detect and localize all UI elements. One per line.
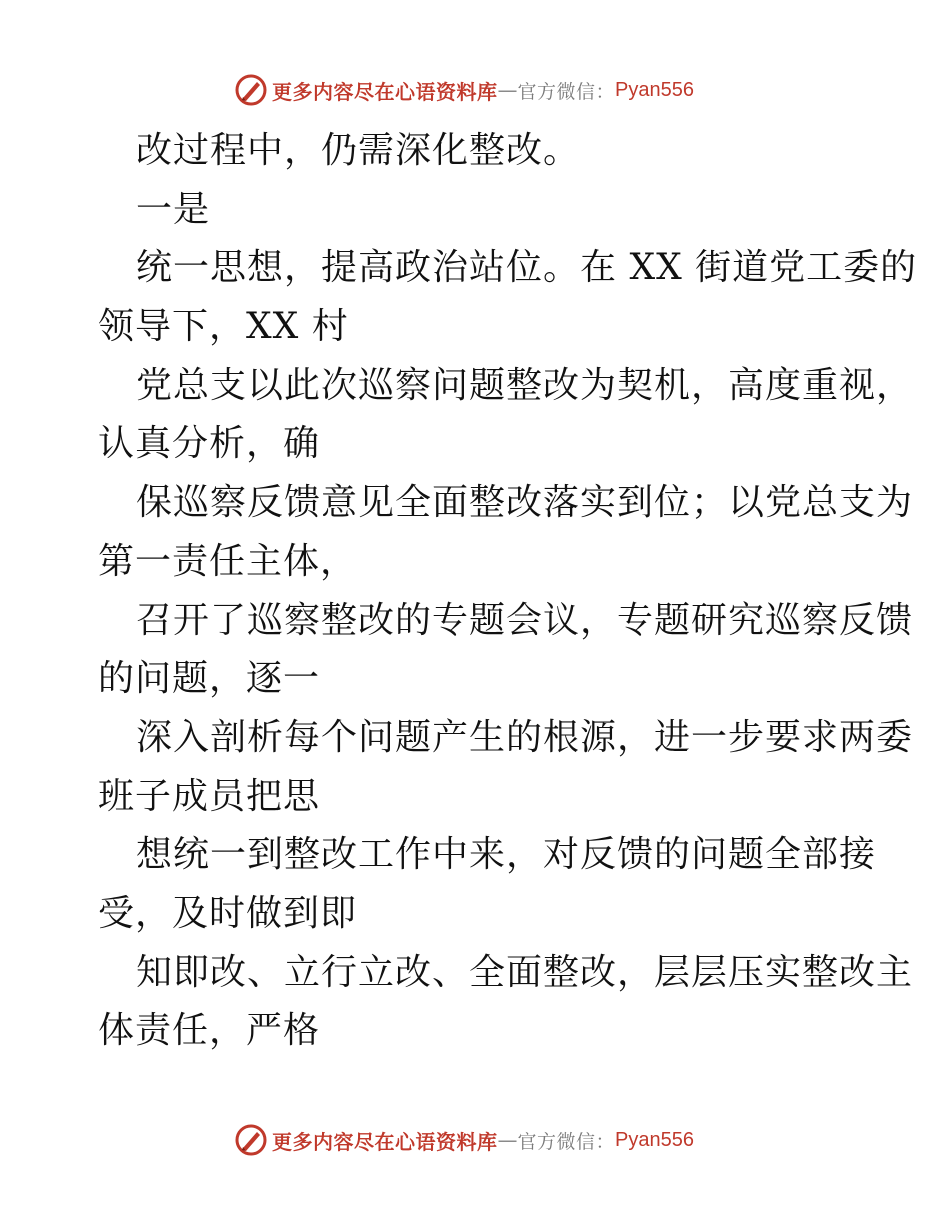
- pen-nib-logo-icon: [234, 1123, 268, 1157]
- banner-title: 更多内容尽在心语资料库: [272, 79, 498, 104]
- body-line: 召开了巡察整改的专题会议，专题研究巡察反馈: [136, 599, 914, 641]
- body-line: 知即改、立行立改、全面整改，层层压实整改主: [136, 951, 914, 993]
- body-line: 认真分析，确: [98, 423, 321, 465]
- body-line: 保巡察反馈意见全面整改落实到位；以党总支为: [136, 482, 914, 524]
- pen-nib-logo-icon: [234, 73, 268, 107]
- body-line: 统一思想，提高政治站位。在 XX 街道党工委的: [136, 247, 918, 289]
- banner-title: 更多内容尽在心语资料库: [272, 1129, 498, 1154]
- banner-wechat-label: 官方微信：: [517, 80, 616, 103]
- header-banner: [234, 72, 694, 108]
- body-line: 深入剖析每个问题产生的根源，进一步要求两委: [136, 716, 914, 758]
- body-line: 的问题，逐一: [98, 658, 321, 700]
- body-line: 想统一到整改工作中来，对反馈的问题全部接: [136, 834, 877, 876]
- footer-banner: [234, 1122, 694, 1158]
- body-line: 改过程中，仍需深化整改。: [136, 130, 581, 171]
- body-line: 领导下，XX 村: [98, 306, 349, 348]
- body-line: 班子成员把思: [98, 775, 321, 817]
- banner-dash: —: [497, 78, 518, 102]
- body-line: 受，及时做到即: [98, 892, 358, 934]
- banner-wechat-label: 官方微信：: [517, 1130, 616, 1153]
- body-line: 一是: [136, 188, 211, 230]
- body-line: 党总支以此次巡察问题整改为契机，高度重视，: [136, 364, 914, 406]
- banner-wechat-id: Pyan556: [615, 1128, 694, 1151]
- body-line: 第一责任主体，: [98, 540, 358, 582]
- banner-wechat-id: Pyan556: [615, 78, 694, 101]
- banner-dash: —: [497, 1128, 518, 1152]
- body-line: 体责任，严格: [98, 1010, 321, 1052]
- document-body: [98, 122, 918, 1061]
